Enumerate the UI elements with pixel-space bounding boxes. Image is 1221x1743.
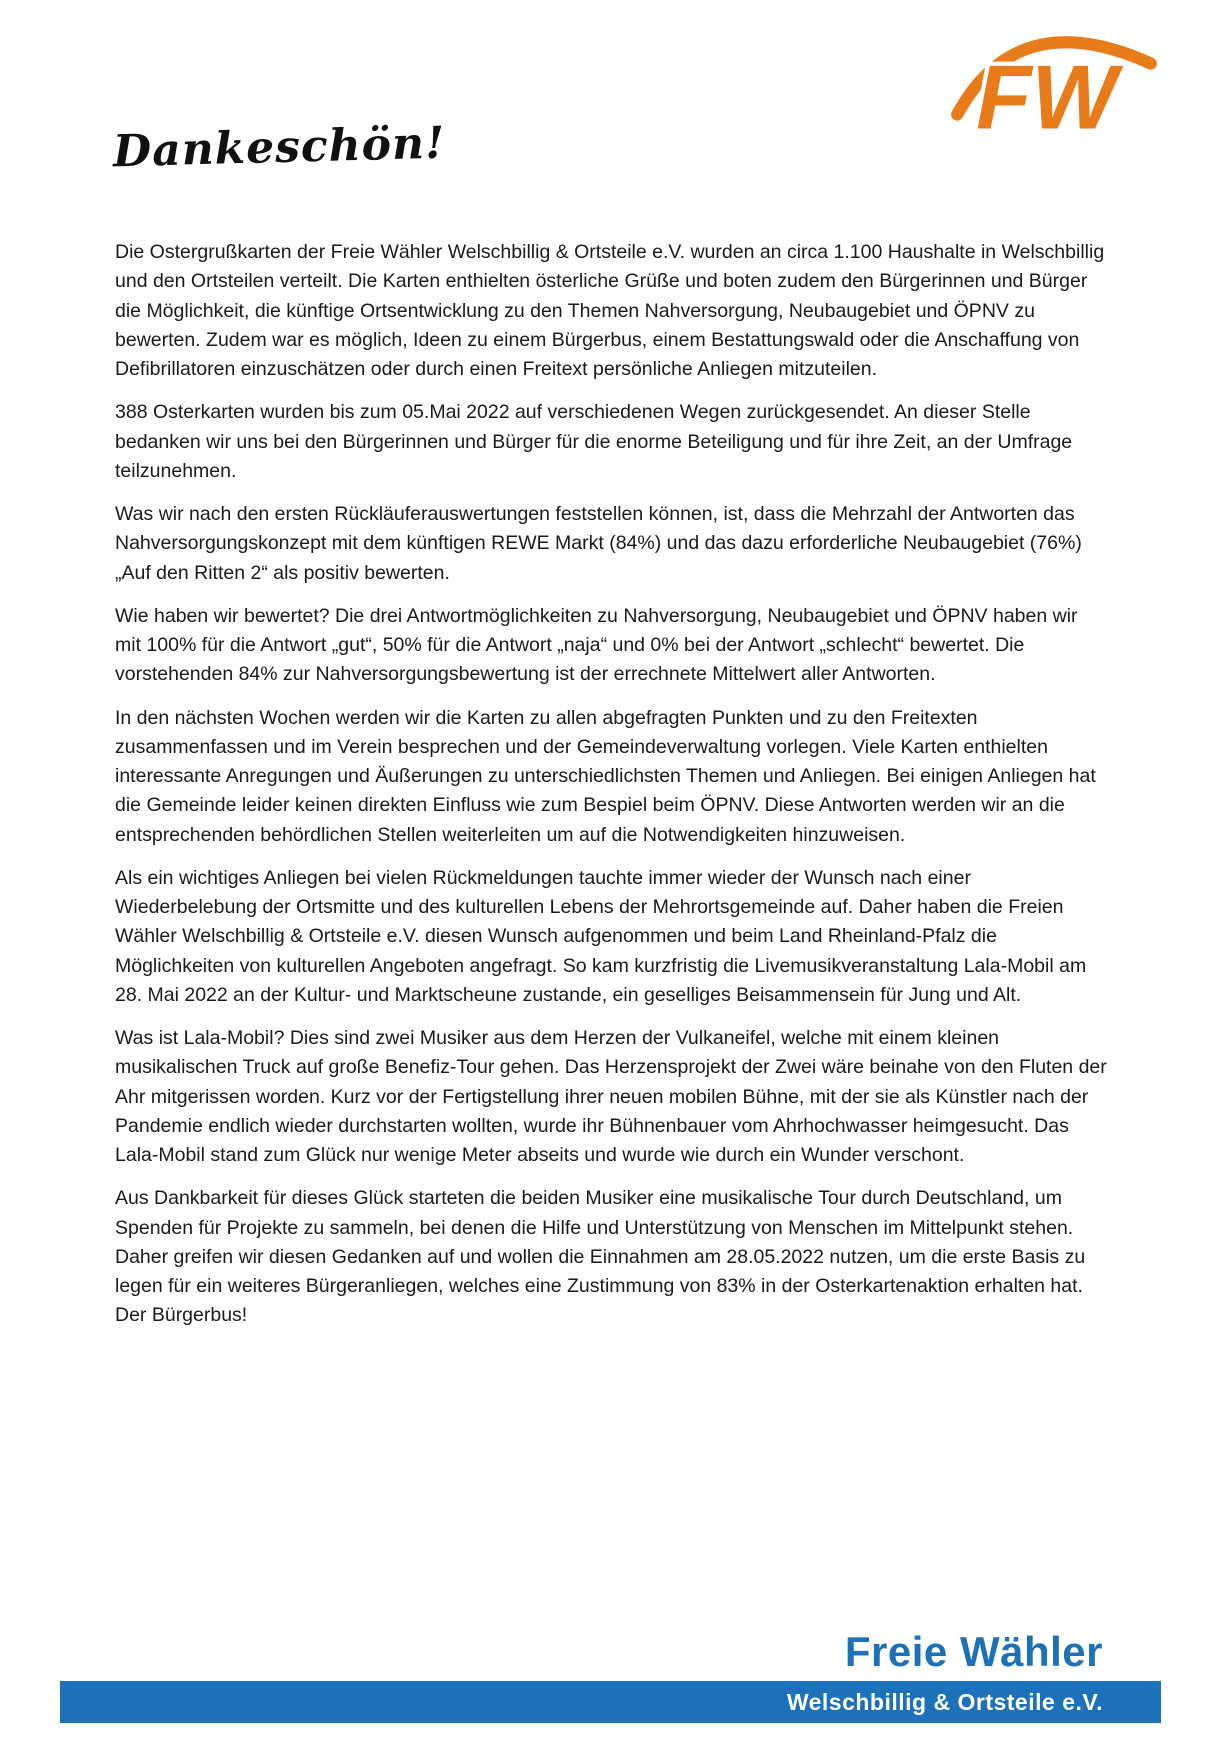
letter-body xyxy=(115,238,1107,1345)
fw-logo xyxy=(946,22,1161,140)
paragraph-ortsmitte: Als ein wichtiges Anliegen bei vielen Rückmeldungen tauchte immer wieder der Wunsch nach einer Wiederbelebung der Ortsmitte und des kulturellen Lebens der Mehrortsgemeinde auf. Daher haben die Freien Wähler Welschbillig & Ortsteile e.V. diesen Wunsch aufgenommen und beim Land Rheinland-Pfalz die Möglichkeiten von kulturellen Angeboten angefragt. So kam kurzfristig die Livemusikveranstaltung Lala-Mobil am 28. Mai 2022 an der Kultur- und Marktscheune zustande, ein geselliges Beisammensein für Jung und Alt. xyxy=(115,866,1087,1006)
fw-logo-graphic xyxy=(946,22,1161,140)
footer xyxy=(0,1628,1221,1723)
logo-text: FW xyxy=(976,47,1117,140)
paragraph-bewertung: Wie haben wir bewertet? Die drei Antwortmöglichkeiten zu Nahversorgung, Neubaugebiet und ÖPNV haben wir mit 100% für die Antwort „gut“, 50% für die Antwort „naja“ und 0% bei der Antwort „schlecht“ bewertet. Die vorstehenden 84% zur Nahversorgungsbewertung ist der errechnete Mittelwert aller Antworten. xyxy=(115,604,1078,686)
footer-org-name: Freie Wähler xyxy=(844,1628,1103,1675)
paragraph-auswertung: Was wir nach den ersten Rückläuferauswertungen feststellen können, ist, dass die Mehrzahl der Antworten das Nahversorgungskonzept mit dem künftigen REWE Markt (84%) und das dazu erforderliche Neubaugebiet (76%) „Auf den Ritten 2“ als positiv bewerten. xyxy=(115,503,1082,584)
footer-band xyxy=(60,1681,1161,1723)
footer-org-subtitle: Welschbillig & Ortsteile e.V. xyxy=(786,1688,1103,1715)
paragraph-ostergrusskarten: Die Ostergrußkarten der Freie Wähler Welschbillig & Ortsteile e.V. wurden an circa 1.100 Haushalte in Welschbillig und den Ortsteilen verteilt. Die Karten enthielten österliche Grüße und boten zudem den Bürgerinnen und Bürger die Möglichkeit, die künftige Ortsentwicklung zu den Themen Nahversorgung, Neubaugebiet und ÖPNV zu bewerten. Zudem war es möglich, Ideen zu einem Bürgerbus, einem Bestattungswald oder die Anschaffung von Defibrillatoren einzuschätzen oder durch einen Freitext persönliche Anliegen mitzuteilen. xyxy=(115,241,1105,380)
paragraph-dankbarkeit: Aus Dankbarkeit für dieses Glück starteten die beiden Musiker eine musikalische Tour durch Deutschland, um Spenden für Projekte zu sammeln, bei denen die Hilfe und Unterstützung von Menschen im Mittelpunkt stehen. Daher greifen wir diesen Gedanken auf und wollen die Einnahmen am 28.05.2022 nutzen, um die erste Basis zu legen für ein weiteres Bürgeranliegen, welches eine Zustimmung von 83% in der Osterkartenaktion erhalten hat. Der Bürgerbus! xyxy=(115,1187,1086,1327)
paragraph-ruecklauf: 388 Osterkarten wurden bis zum 05.Mai 2022 auf verschiedenen Wegen zurückgesendet. An dieser Stelle bedanken wir uns bei den Bürgerinnen und Bürger für die enorme Beteiligung und für ihre Zeit, an der Umfrage teilzunehmen. xyxy=(115,401,1073,482)
page-title: Dankeschön! xyxy=(112,117,446,178)
paragraph-naechste-wochen: In den nächsten Wochen werden wir die Karten zu allen abgefragten Punkten und zu den Freitexten zusammenfassen und im Verein besprechen und der Gemeindeverwaltung vorlegen. Viele Karten enthielten interessante Anregungen und Äußerungen zu unterschiedlichsten Themen und Anliegen. Bei einigen Anliegen hat die Gemeinde leider keinen direkten Einfluss wie zum Bespiel beim ÖPNV. Diese Antworten werden wir an die entsprechenden behördlichen Stellen weiterleiten um auf die Notwendigkeiten hinzuweisen. xyxy=(115,706,1096,846)
paragraph-lala-mobil: Was ist Lala-Mobil? Dies sind zwei Musiker aus dem Herzen der Vulkaneifel, welche mit einem kleinen musikalischen Truck auf große Benefiz-Tour gehen. Das Herzensprojekt der Zwei wäre beinahe von den Fluten der Ahr mitgerissen worden. Kurz vor der Fertigstellung ihrer neuen mobilen Bühne, mit der sie als Künstler nach der Pandemie endlich wieder durchstarten wollten, wurde ihr Bühnenbauer vom Ahrhochwasser heimgesucht. Das Lala-Mobil stand zum Glück nur wenige Meter abseits und wurde wie durch ein Wunder verschont. xyxy=(115,1027,1107,1166)
